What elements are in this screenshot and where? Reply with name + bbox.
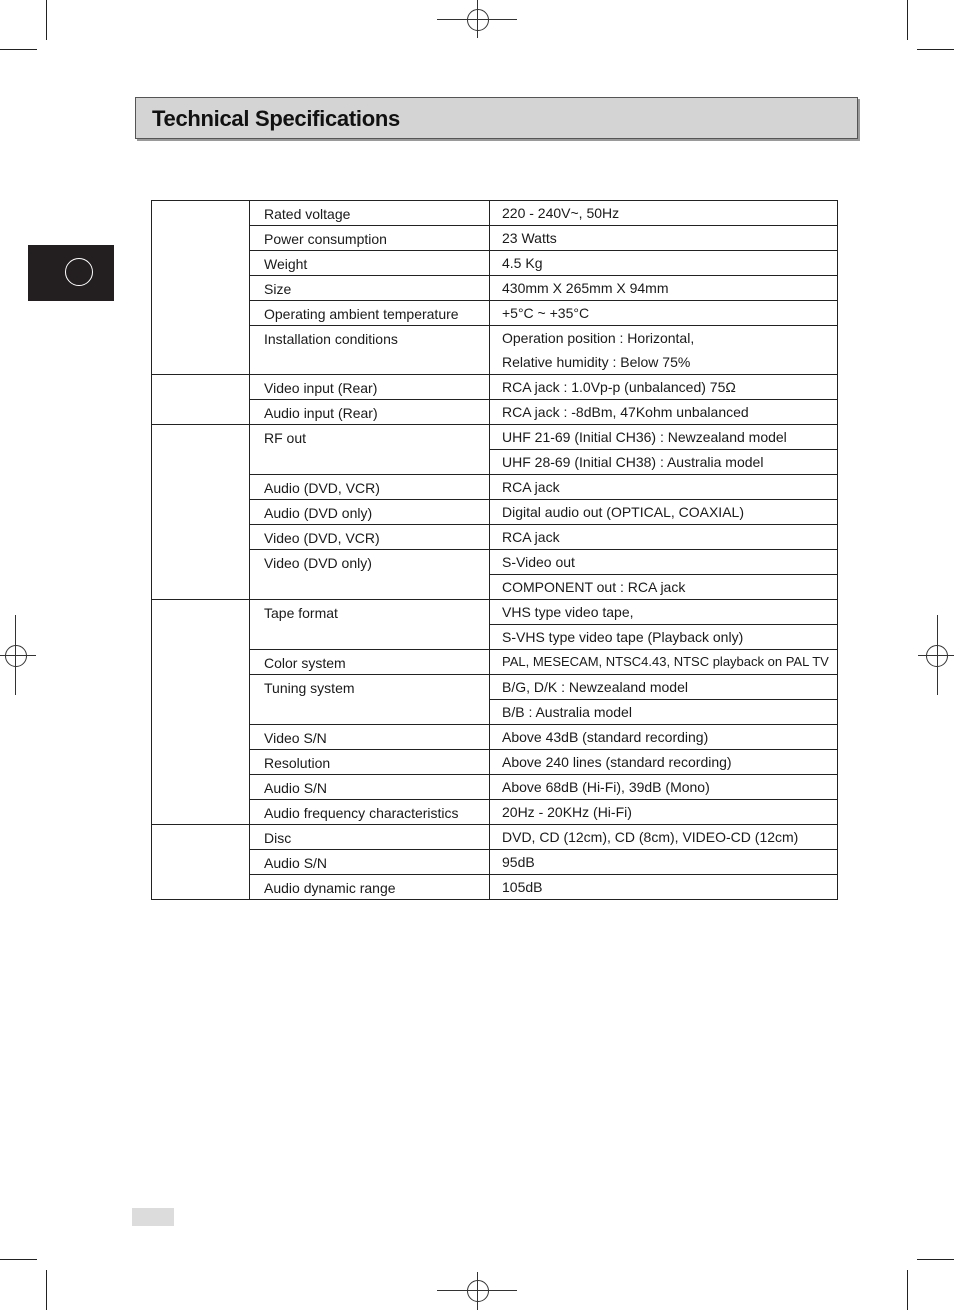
group-category-cell — [151, 375, 250, 424]
spec-row — [250, 875, 838, 899]
spec-row — [250, 201, 838, 226]
spec-label: Power consumption — [250, 226, 490, 250]
spec-value: S-Video out — [490, 550, 837, 575]
page-number-box — [132, 1208, 174, 1226]
spec-label: Operating ambient temperature — [250, 301, 490, 325]
spec-group — [151, 600, 838, 825]
crop-mark — [917, 49, 954, 50]
spec-row — [250, 425, 838, 475]
spec-table — [151, 200, 838, 900]
spec-label: Video (DVD only) — [250, 550, 490, 599]
spec-value: RCA jack — [502, 529, 560, 545]
spec-value: 430mm X 265mm X 94mm — [502, 280, 669, 296]
spec-label: Disc — [250, 825, 490, 849]
spec-value: PAL, MESECAM, NTSC4.43, NTSC playback on PAL TV — [502, 654, 829, 669]
spec-group — [151, 200, 838, 375]
spec-label: Audio (DVD, VCR) — [250, 475, 490, 499]
crop-mark — [907, 0, 908, 40]
page-title: Technical Specifications — [152, 106, 400, 131]
spec-row — [250, 475, 838, 500]
spec-row — [250, 226, 838, 251]
spec-label: Color system — [250, 650, 490, 674]
spec-value: S-VHS type video tape (Playback only) — [502, 629, 744, 645]
spec-label: Weight — [250, 251, 490, 275]
spec-row — [250, 750, 838, 775]
spec-group — [151, 825, 838, 900]
spec-label: Audio S/N — [250, 775, 490, 799]
crop-mark — [907, 1270, 908, 1310]
spec-label: Size — [250, 276, 490, 300]
spec-label: Tuning system — [250, 675, 490, 724]
spec-label: Tape format — [250, 600, 490, 649]
crop-mark — [917, 1259, 954, 1260]
spec-row — [250, 400, 838, 424]
spec-row — [250, 725, 838, 750]
spec-value: B/B : Australia model — [502, 704, 632, 720]
spec-row — [250, 301, 838, 326]
spec-label: Resolution — [250, 750, 490, 774]
crop-mark — [46, 0, 47, 40]
crop-mark — [46, 1270, 47, 1310]
spec-row — [250, 326, 838, 374]
spec-group — [151, 375, 838, 425]
spec-value: 220 - 240V~, 50Hz — [502, 205, 620, 221]
spec-value: 105dB — [502, 879, 543, 895]
spec-value: 95dB — [502, 854, 535, 870]
spec-value: Relative humidity : Below 75% — [502, 354, 691, 370]
spec-value: DVD, CD (12cm), CD (8cm), VIDEO-CD (12cm) — [502, 829, 799, 845]
group-category-cell — [151, 201, 250, 374]
spec-row — [250, 775, 838, 800]
group-category-cell — [151, 425, 250, 599]
spec-value: Operation position : Horizontal, — [502, 330, 695, 346]
spec-value: RCA jack — [502, 479, 560, 495]
crop-mark — [0, 49, 37, 50]
spec-label: Installation conditions — [250, 326, 490, 374]
spec-row — [250, 375, 838, 400]
spec-label: Audio S/N — [250, 850, 490, 874]
spec-label: RF out — [250, 425, 490, 474]
spec-value: VHS type video tape, — [490, 600, 837, 625]
spec-row — [250, 650, 838, 675]
section-tab — [28, 245, 114, 301]
spec-row — [250, 251, 838, 276]
spec-value: B/G, D/K : Newzealand model — [490, 675, 837, 700]
spec-row — [250, 800, 838, 824]
spec-group — [151, 425, 838, 600]
spec-label: Rated voltage — [250, 201, 490, 225]
spec-value: 20Hz - 20KHz (Hi-Fi) — [502, 804, 632, 820]
spec-row — [250, 500, 838, 525]
spec-row — [250, 850, 838, 875]
spec-row — [250, 276, 838, 301]
spec-label: Audio (DVD only) — [250, 500, 490, 524]
spec-value: Above 68dB (Hi-Fi), 39dB (Mono) — [502, 779, 710, 795]
group-category-cell — [151, 825, 250, 899]
spec-row — [250, 675, 838, 725]
spec-value: Above 240 lines (standard recording) — [502, 754, 732, 770]
spec-value: 4.5 Kg — [502, 255, 543, 271]
spec-value: UHF 21-69 (Initial CH36) : Newzealand model — [490, 425, 837, 450]
crop-mark — [0, 1259, 37, 1260]
spec-value: 23 Watts — [502, 230, 557, 246]
spec-label: Audio frequency characteristics — [250, 800, 490, 824]
title-bar — [135, 97, 858, 139]
circle-icon — [65, 258, 93, 286]
spec-value: RCA jack : 1.0Vp-p (unbalanced) 75Ω — [502, 379, 736, 395]
spec-label: Audio input (Rear) — [250, 400, 490, 424]
spec-row — [250, 825, 838, 850]
spec-value: UHF 28-69 (Initial CH38) : Australia model — [502, 454, 764, 470]
spec-label: Video input (Rear) — [250, 375, 490, 399]
spec-row — [250, 550, 838, 599]
spec-label: Video S/N — [250, 725, 490, 749]
spec-value: Digital audio out (OPTICAL, COAXIAL) — [502, 504, 744, 520]
spec-label: Video (DVD, VCR) — [250, 525, 490, 549]
spec-value: COMPONENT out : RCA jack — [502, 579, 686, 595]
spec-value: Above 43dB (standard recording) — [502, 729, 709, 745]
spec-row — [250, 525, 838, 550]
spec-row — [250, 600, 838, 650]
spec-value: RCA jack : -8dBm, 47Kohm unbalanced — [502, 404, 749, 420]
spec-label: Audio dynamic range — [250, 875, 490, 899]
group-category-cell — [151, 600, 250, 824]
spec-value: +5°C ~ +35°C — [502, 305, 590, 321]
